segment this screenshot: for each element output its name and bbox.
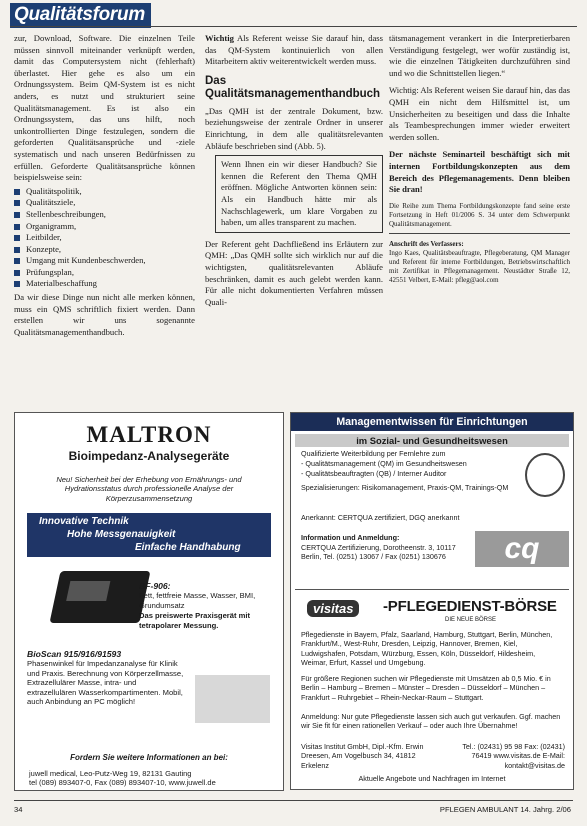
question-box: Wenn Ihnen ein wir dieser Handbuch? Sie kennen die Referent den Thema QMH eröffnen. Mögliche Antworten können sein: Als ein Handbuch hätte mir als Nachschlagewerk, um klare Vorgaben zu haben, um alles transparent zu machen. (215, 155, 383, 233)
mgmt-item-3: Spezialisierungen: Risikomanagement, Praxis-QM, Trainings-QM (301, 483, 509, 492)
maltron-advertisement[interactable] (14, 412, 284, 791)
mgmt-item-1: - Qualitätsmanagement (QM) im Gesundheitswesen (301, 459, 467, 468)
management-advertisement[interactable] (290, 412, 574, 790)
footer-rule (14, 800, 573, 801)
mgmt-subtitle: im Sozial- und Gesundheitswesen (295, 434, 569, 447)
mgmt-intro: Qualifizierte Weiterbildung per Fernlehre zum (301, 449, 446, 458)
section-title: Qualitätsforum (10, 3, 151, 28)
column-1 (14, 33, 195, 338)
banner-line-2: Hohe Messgenauigkeit (67, 529, 176, 541)
maltron-logo: MALTRON (86, 422, 212, 447)
boerse-text-3: Anmeldung: Nur gute Pflegedienste lassen sich auch gut verkaufen. Ggf. machen wir Sie fit für einen rationellen Verkauf – oder auch Ihre Übernahme! (301, 712, 561, 731)
contact-line-1: juwell medical, Leo-Putz-Weg 19, 82131 Gauting (29, 769, 192, 778)
bf-model-highlight: Das preiswerte Praxisgerät mit tetrapolarer Messung. (139, 611, 251, 630)
list-item: Umgang mit Kundenbeschwerden, (14, 255, 195, 267)
juwell-contact (29, 769, 216, 788)
list-item: Prüfungsplan, (14, 267, 195, 279)
mgmt-recognition: Anerkannt: CERTQUA zertifiziert, DGQ anerkannt (301, 513, 460, 522)
col1-paragraph-1: zur, Download, Software. Die einzelnen Teile müssen sinnvoll miteinander verknüpft werden, damit das Computersystem nicht (fehlerhaft) überlastet. Hier gehe es also um ein Ordnungssystem. Beim QM-System ist es nicht anders, es nutzt und strukturiert seine Qualitätsmanagement. Es ist also ein Ordnungssystem, das uns hilft, noch unkontrollierten Dinge festzulegen, sondern die geforderten Qualitätsansprüche und -ziele systematisch und nach unseren Bedürfnissen zu erfüllen. Geforderte Qualitätsansprüche können beispielsweise sein: (14, 33, 195, 183)
col2-paragraph-1 (205, 33, 383, 68)
boerse-text-2: Für größere Regionen suchen wir Pflegedienste mit Umsätzen ab 0,5 Mio. € in Berlin – Hamburg – Bremen – Münster – Dresden – Düsseldorf – München – Frankfurt – Ruhrgebiet – Rhein-Neckar-Raum – Stuttgart. (301, 674, 551, 702)
bioscan-device-image (195, 675, 270, 723)
boerse-contact-left: Visitas Institut GmbH, Dipl.-Kfm. Erwin Dreesen, Am Vogelbusch 34, 41812 Erkelenz (301, 742, 424, 770)
col1-paragraph-2: Da wir diese Dinge nun nicht alle merken können, muss ein QMS schriftlich fixiert werden. Dann erstellen wir uns sogenannte Qualitätsmanagementhandbuch. (14, 292, 195, 337)
analyzer-device-image (49, 571, 150, 623)
maltron-description: Neu! Sicherheit bei der Erhebung von Ernährungs- und Hydrationsstatus durch professionelle Analyse der Körperzusammensetzung (56, 475, 242, 503)
list-item: Materialbeschaffung (14, 278, 195, 290)
boerse-subtitle: DIE NEUE BÖRSE (445, 617, 497, 623)
col2-paragraph-3: Der Referent geht Dachfließend ins Erläutern zur QMH: „Das QMH sollte sich wirklich nur auf die wichtigsten, qualitätsrelevanten Abläufe beschränken, damit es auch gelebt werden kann. Für alle nicht dokumentierten Verfahren müssen Quali- (205, 238, 383, 307)
visitas-logo: visitas (307, 600, 359, 617)
mgmt-title: Managementwissen für Einrichtungen (291, 413, 573, 431)
journal-name: PFLEGEN AMBULANT 14. Jahrg. 2/06 (439, 805, 571, 814)
page-number: 34 (14, 805, 23, 814)
col2-paragraph-2: „Das QMH ist der zentrale Dokument, bzw. beziehungsweise der zentrale Ordner in unserer Einrichtung, in dem alle qualitätsrelevanten Abläufe beschrieben sind (Abb. 5). (205, 105, 383, 151)
list-item: Qualitätspolitik, (14, 186, 195, 198)
bf-model-text: Fett, fettfreie Masse, Wasser, BMI, Grundumsatz (139, 591, 256, 610)
list-item: Stellenbeschreibungen, (14, 209, 195, 221)
cq-logo: cq (475, 531, 569, 567)
series-note: Die Reihe zum Thema Fortbildungskonzepte fand seine erste Fortsetzung in Heft 01/2006 S. 34 unter dem Schwerpunkt Qualitätsmanagement. (389, 202, 570, 234)
important-label: Wichtig (205, 33, 234, 43)
col2-paragraph-1-text: Als Referent weisse Sie darauf hin, dass das QM-System kontinuierlich von allen Mitarbeitern aktiv weiterentwickelt werden muss. (205, 33, 383, 67)
bf-model-heading: BF-906: (139, 581, 171, 591)
boerse-contact-right: Tel.: (02431) 95 98 Fax: (02431) 76419 www.visitas.de E-Mail: kontakt@visitas.de (462, 742, 565, 770)
column-2 (205, 33, 383, 308)
column-3 (389, 33, 570, 285)
certification-badge-icon (525, 453, 565, 497)
bioscan-heading: BioScan 915/916/91593 (27, 649, 122, 659)
banner-line-3: Einfache Handhabung (135, 542, 241, 554)
pflegedienst-boerse-ad (295, 589, 569, 786)
maltron-subtitle: Bioimpedanz-Analysegeräte (68, 449, 230, 463)
list-item: Leitbilder, (14, 232, 195, 244)
banner-line-1: Innovative Technik (39, 516, 129, 528)
boerse-text-1: Pflegedienste in Bayern, Pfalz, Saarland, Hamburg, Stuttgart, Berlin, München, Frankfurt/M., West-Ruhr, Dresden, Leipzig, Hannover, Bremen, Kiel, Ludwigshafen, Potsdam, Würzburg, Essen, Köln, Düsseldorf, Hildesheim, Weimar, Erfurt, Kassel und Umgebung. (301, 630, 553, 668)
boerse-title: -PFLEGEDIENST-BÖRSE (383, 598, 557, 615)
feature-banner (27, 513, 271, 557)
contact-line-2: tel (089) 893407-0, Fax (089) 893407-10, www.juwell.de (29, 778, 216, 788)
mgmt-item-2: - Qualitätsbeauftragten (QB) / Interner Auditor (301, 469, 447, 478)
mgmt-info-heading: Information und Anmeldung: (301, 533, 400, 542)
boerse-footer: Aktuelle Angebote und Nachfragen im Internet (358, 774, 506, 783)
mgmt-address: CERTQUA Zertifizierung, Dorotheenstr. 3, 10117 Berlin, Tel. (0251) 13067 / Fax (0251) 130676 (301, 543, 456, 562)
list-item: Konzepte, (14, 244, 195, 256)
list-item: Qualitätsziele, (14, 197, 195, 209)
author-heading: Anschrift des Verfassers: (389, 239, 464, 248)
bioscan-text: Phasenwinkel für Impedanzanalyse für Klinik und Praxis. Berechnung von Körperzellmasse, Extrazellulärer Masse, intra- und extrazellulären Wasserkompartimenten. Mobil, auch Anbindung an PC möglich! (27, 659, 184, 707)
col3-paragraph-3: Der nächste Seminarteil beschäftigt sich mit internen Fortbildungskonzepten aus dem Bereich des Pflegemanagements. Denn bleiben Sie dran! (389, 149, 570, 195)
section-heading: Das Qualitätsmanagementhandbuch (205, 74, 381, 100)
author-address: Ingo Kaes, Qualitätsbeauftragte, Pflegeberatung, QM Manager und Referent für interne Fortbildungen, Betriebswirtschaftlich mit Zertifikat in Pflegemanagement. Neustädter Straße 12, 42551 Velbert, E-Mail: pfleg@aol.com (389, 248, 570, 284)
requirements-list (14, 186, 195, 290)
list-item: Organigramm, (14, 221, 195, 233)
header-rule (10, 26, 577, 27)
col3-paragraph-2: Wichtig: Als Referent weisen Sie darauf hin, das das QMH ein nicht dem Hilfsmittel ist, um Unsicherheiten zu beseitigen und dass die Inhalte als Teambesprechungen immer wieder erweitert werden sollen. (389, 85, 570, 142)
info-request-hint: Fordern Sie weitere Informationen an bei: (70, 753, 228, 762)
col3-paragraph-1: tätsmanagement verankert in die Interpretierbaren Verständigung festgelegt, wer wofür zuständig ist, wie die einzelnen Tätigkeiten durchzuführen sind und wo die Schnittstellen liegen.“ (389, 33, 570, 78)
